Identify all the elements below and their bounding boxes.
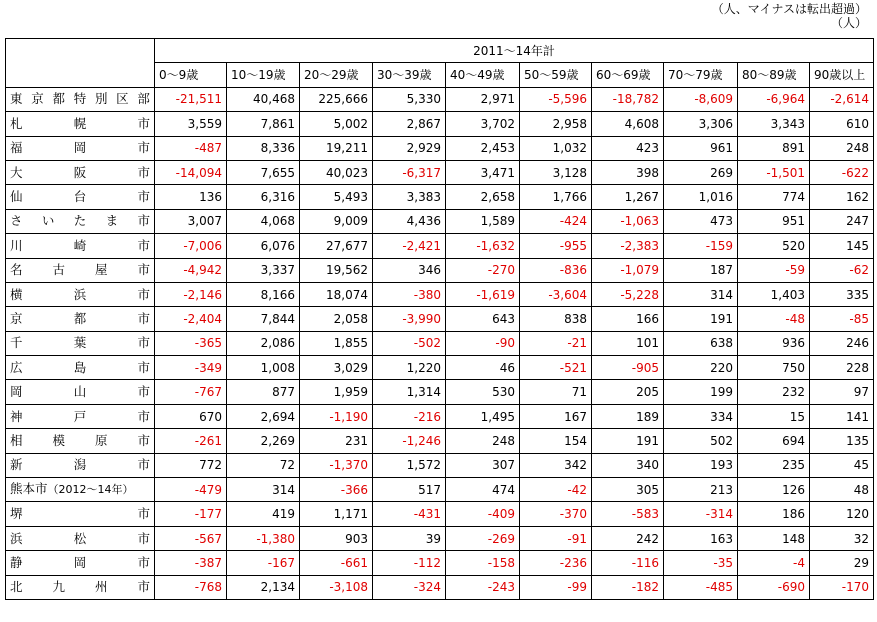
table-row bbox=[6, 185, 874, 209]
value-cell: 961 bbox=[664, 136, 738, 160]
value-cell: 342 bbox=[520, 453, 592, 477]
city-label bbox=[6, 234, 155, 258]
value-cell: 643 bbox=[446, 307, 520, 331]
column-header: 90歳以上 bbox=[810, 63, 874, 87]
value-cell: -424 bbox=[520, 209, 592, 233]
value-cell: 1,495 bbox=[446, 404, 520, 428]
value-cell: 193 bbox=[664, 453, 738, 477]
value-cell: -170 bbox=[810, 575, 874, 599]
value-cell: -270 bbox=[446, 258, 520, 282]
city-label bbox=[6, 209, 155, 233]
value-cell: 4,608 bbox=[592, 112, 664, 136]
value-cell: -182 bbox=[592, 575, 664, 599]
value-cell: 346 bbox=[373, 258, 446, 282]
value-cell: 162 bbox=[810, 185, 874, 209]
value-cell: 5,493 bbox=[300, 185, 373, 209]
value-cell: 19,211 bbox=[300, 136, 373, 160]
table-row bbox=[6, 502, 874, 526]
value-cell: 135 bbox=[810, 429, 874, 453]
city-name: 新 潟 市 bbox=[10, 457, 150, 473]
city-name: 京 都 市 bbox=[10, 310, 150, 326]
city-name: 川 崎 市 bbox=[10, 237, 150, 253]
value-cell: 936 bbox=[738, 331, 810, 355]
city-name: 熊本市 bbox=[10, 481, 48, 497]
value-cell: 314 bbox=[664, 282, 738, 306]
value-cell: 2,958 bbox=[520, 112, 592, 136]
value-cell: 1,267 bbox=[592, 185, 664, 209]
value-cell: 3,559 bbox=[155, 112, 227, 136]
city-name: 堺 市 bbox=[10, 506, 150, 522]
value-cell: -216 bbox=[373, 404, 446, 428]
value-cell: -42 bbox=[520, 478, 592, 502]
table-row bbox=[6, 331, 874, 355]
value-cell: -6,964 bbox=[738, 87, 810, 111]
value-cell: 530 bbox=[446, 380, 520, 404]
value-cell: 3,306 bbox=[664, 112, 738, 136]
value-cell: 419 bbox=[227, 502, 300, 526]
value-cell: 903 bbox=[300, 526, 373, 550]
value-cell: 610 bbox=[810, 112, 874, 136]
value-cell: 213 bbox=[664, 478, 738, 502]
table-row bbox=[6, 160, 874, 184]
value-cell: 39 bbox=[373, 526, 446, 550]
value-cell: 520 bbox=[738, 234, 810, 258]
unit-note-line2: （人） bbox=[830, 16, 867, 30]
city-label bbox=[6, 356, 155, 380]
value-cell: 235 bbox=[738, 453, 810, 477]
value-cell: -409 bbox=[446, 502, 520, 526]
value-cell: 46 bbox=[446, 356, 520, 380]
value-cell: 248 bbox=[446, 429, 520, 453]
value-cell: 1,855 bbox=[300, 331, 373, 355]
value-cell: 48 bbox=[810, 478, 874, 502]
value-cell: 335 bbox=[810, 282, 874, 306]
value-cell: 248 bbox=[810, 136, 874, 160]
migration-table bbox=[5, 38, 874, 600]
value-cell: 774 bbox=[738, 185, 810, 209]
value-cell: 838 bbox=[520, 307, 592, 331]
value-cell: 1,220 bbox=[373, 356, 446, 380]
city-name: 大 阪 市 bbox=[10, 164, 150, 180]
value-cell: 9,009 bbox=[300, 209, 373, 233]
value-cell: -2,146 bbox=[155, 282, 227, 306]
value-cell: 2,134 bbox=[227, 575, 300, 599]
value-cell: 7,655 bbox=[227, 160, 300, 184]
value-cell: -1,501 bbox=[738, 160, 810, 184]
value-cell: 120 bbox=[810, 502, 874, 526]
header-row-period bbox=[6, 39, 874, 63]
value-cell: 670 bbox=[155, 404, 227, 428]
value-cell: -955 bbox=[520, 234, 592, 258]
value-cell: 1,959 bbox=[300, 380, 373, 404]
value-cell: 1,572 bbox=[373, 453, 446, 477]
table-row bbox=[6, 404, 874, 428]
value-cell: 189 bbox=[592, 404, 664, 428]
city-label bbox=[6, 331, 155, 355]
corner-cell bbox=[6, 39, 155, 88]
value-cell: 71 bbox=[520, 380, 592, 404]
value-cell: 694 bbox=[738, 429, 810, 453]
value-cell: -479 bbox=[155, 478, 227, 502]
value-cell: 72 bbox=[227, 453, 300, 477]
city-name: 横 浜 市 bbox=[10, 286, 150, 302]
column-header: 30～39歳 bbox=[373, 63, 446, 87]
value-cell: 220 bbox=[664, 356, 738, 380]
value-cell: 3,702 bbox=[446, 112, 520, 136]
column-header: 80～89歳 bbox=[738, 63, 810, 87]
column-header: 20～29歳 bbox=[300, 63, 373, 87]
value-cell: -14,094 bbox=[155, 160, 227, 184]
value-cell: -6,317 bbox=[373, 160, 446, 184]
value-cell: 269 bbox=[664, 160, 738, 184]
value-cell: 2,453 bbox=[446, 136, 520, 160]
table-row bbox=[6, 575, 874, 599]
column-header: 10～19歳 bbox=[227, 63, 300, 87]
city-label bbox=[6, 575, 155, 599]
value-cell: 8,336 bbox=[227, 136, 300, 160]
value-cell: -1,632 bbox=[446, 234, 520, 258]
value-cell: 398 bbox=[592, 160, 664, 184]
value-cell: -243 bbox=[446, 575, 520, 599]
value-cell: -85 bbox=[810, 307, 874, 331]
value-cell: 340 bbox=[592, 453, 664, 477]
city-name: 福 岡 市 bbox=[10, 140, 150, 156]
city-label bbox=[6, 258, 155, 282]
value-cell: -4 bbox=[738, 551, 810, 575]
column-header: 50～59歳 bbox=[520, 63, 592, 87]
value-cell: 97 bbox=[810, 380, 874, 404]
value-cell: -502 bbox=[373, 331, 446, 355]
value-cell: 2,086 bbox=[227, 331, 300, 355]
value-cell: -387 bbox=[155, 551, 227, 575]
city-label bbox=[6, 526, 155, 550]
table-row bbox=[6, 307, 874, 331]
city-name: 広 島 市 bbox=[10, 359, 150, 375]
value-cell: -261 bbox=[155, 429, 227, 453]
value-cell: 3,471 bbox=[446, 160, 520, 184]
value-cell: 18,074 bbox=[300, 282, 373, 306]
table-row bbox=[6, 453, 874, 477]
value-cell: 191 bbox=[592, 429, 664, 453]
city-name: 仙 台 市 bbox=[10, 189, 150, 205]
value-cell: 2,269 bbox=[227, 429, 300, 453]
value-cell: 15 bbox=[738, 404, 810, 428]
city-label bbox=[6, 112, 155, 136]
value-cell: -91 bbox=[520, 526, 592, 550]
value-cell: -158 bbox=[446, 551, 520, 575]
value-cell: 186 bbox=[738, 502, 810, 526]
value-cell: 307 bbox=[446, 453, 520, 477]
city-period-note: （2012～14年） bbox=[47, 483, 134, 497]
city-name: 千 葉 市 bbox=[10, 335, 150, 351]
city-name: 静 岡 市 bbox=[10, 554, 150, 570]
city-label bbox=[6, 307, 155, 331]
value-cell: 242 bbox=[592, 526, 664, 550]
value-cell: 141 bbox=[810, 404, 874, 428]
value-cell: 951 bbox=[738, 209, 810, 233]
value-cell: -622 bbox=[810, 160, 874, 184]
value-cell: -90 bbox=[446, 331, 520, 355]
value-cell: 228 bbox=[810, 356, 874, 380]
table-row bbox=[6, 380, 874, 404]
value-cell: -485 bbox=[664, 575, 738, 599]
value-cell: -5,596 bbox=[520, 87, 592, 111]
value-cell: 7,844 bbox=[227, 307, 300, 331]
value-cell: 1,171 bbox=[300, 502, 373, 526]
value-cell: 4,436 bbox=[373, 209, 446, 233]
value-cell: -21 bbox=[520, 331, 592, 355]
value-cell: 166 bbox=[592, 307, 664, 331]
value-cell: 891 bbox=[738, 136, 810, 160]
city-name: 相 模 原 市 bbox=[10, 432, 150, 448]
city-name: 名 古 屋 市 bbox=[10, 262, 150, 278]
city-label bbox=[6, 160, 155, 184]
value-cell: -2,421 bbox=[373, 234, 446, 258]
value-cell: 1,314 bbox=[373, 380, 446, 404]
value-cell: -768 bbox=[155, 575, 227, 599]
value-cell: -3,604 bbox=[520, 282, 592, 306]
value-cell: 191 bbox=[664, 307, 738, 331]
city-label bbox=[6, 551, 155, 575]
value-cell: -567 bbox=[155, 526, 227, 550]
value-cell: 423 bbox=[592, 136, 664, 160]
value-cell: 126 bbox=[738, 478, 810, 502]
value-cell: -2,614 bbox=[810, 87, 874, 111]
value-cell: 19,562 bbox=[300, 258, 373, 282]
value-cell: -314 bbox=[664, 502, 738, 526]
value-cell: 199 bbox=[664, 380, 738, 404]
value-cell: 3,337 bbox=[227, 258, 300, 282]
value-cell: 167 bbox=[520, 404, 592, 428]
value-cell: 5,330 bbox=[373, 87, 446, 111]
city-label bbox=[6, 429, 155, 453]
value-cell: 2,058 bbox=[300, 307, 373, 331]
value-cell: 45 bbox=[810, 453, 874, 477]
value-cell: -1,619 bbox=[446, 282, 520, 306]
value-cell: 474 bbox=[446, 478, 520, 502]
value-cell: -1,063 bbox=[592, 209, 664, 233]
value-cell: 225,666 bbox=[300, 87, 373, 111]
value-cell: 205 bbox=[592, 380, 664, 404]
value-cell: -269 bbox=[446, 526, 520, 550]
value-cell: 334 bbox=[664, 404, 738, 428]
table-row bbox=[6, 282, 874, 306]
unit-note-line1: （人、マイナスは転出超過） bbox=[711, 2, 867, 16]
value-cell: 750 bbox=[738, 356, 810, 380]
value-cell: 1,032 bbox=[520, 136, 592, 160]
value-cell: 2,971 bbox=[446, 87, 520, 111]
city-name: 札 幌 市 bbox=[10, 115, 150, 131]
period-header: 2011～14年計 bbox=[155, 39, 874, 63]
value-cell: -62 bbox=[810, 258, 874, 282]
value-cell: 638 bbox=[664, 331, 738, 355]
column-header: 60～69歳 bbox=[592, 63, 664, 87]
value-cell: 27,677 bbox=[300, 234, 373, 258]
city-label bbox=[6, 87, 155, 111]
value-cell: 154 bbox=[520, 429, 592, 453]
value-cell: 502 bbox=[664, 429, 738, 453]
value-cell: -18,782 bbox=[592, 87, 664, 111]
table-row bbox=[6, 478, 874, 502]
city-name: 神 戸 市 bbox=[10, 408, 150, 424]
value-cell: -112 bbox=[373, 551, 446, 575]
value-cell: 3,128 bbox=[520, 160, 592, 184]
value-cell: 3,383 bbox=[373, 185, 446, 209]
value-cell: -167 bbox=[227, 551, 300, 575]
value-cell: -1,190 bbox=[300, 404, 373, 428]
value-cell: -99 bbox=[520, 575, 592, 599]
value-cell: -366 bbox=[300, 478, 373, 502]
value-cell: -2,383 bbox=[592, 234, 664, 258]
value-cell: 2,694 bbox=[227, 404, 300, 428]
city-name: さ い た ま 市 bbox=[10, 213, 150, 229]
table-row bbox=[6, 356, 874, 380]
value-cell: -8,609 bbox=[664, 87, 738, 111]
value-cell: 8,166 bbox=[227, 282, 300, 306]
table-body bbox=[6, 87, 874, 599]
value-cell: 1,016 bbox=[664, 185, 738, 209]
value-cell: -521 bbox=[520, 356, 592, 380]
value-cell: 32 bbox=[810, 526, 874, 550]
value-cell: 148 bbox=[738, 526, 810, 550]
value-cell: -48 bbox=[738, 307, 810, 331]
value-cell: -836 bbox=[520, 258, 592, 282]
value-cell: 232 bbox=[738, 380, 810, 404]
value-cell: 5,002 bbox=[300, 112, 373, 136]
value-cell: 2,658 bbox=[446, 185, 520, 209]
value-cell: 1,403 bbox=[738, 282, 810, 306]
value-cell: 247 bbox=[810, 209, 874, 233]
value-cell: 163 bbox=[664, 526, 738, 550]
value-cell: -767 bbox=[155, 380, 227, 404]
value-cell: 136 bbox=[155, 185, 227, 209]
value-cell: -349 bbox=[155, 356, 227, 380]
value-cell: -59 bbox=[738, 258, 810, 282]
value-cell: -159 bbox=[664, 234, 738, 258]
city-label bbox=[6, 380, 155, 404]
value-cell: 40,023 bbox=[300, 160, 373, 184]
table-row bbox=[6, 526, 874, 550]
value-cell: -905 bbox=[592, 356, 664, 380]
value-cell: 305 bbox=[592, 478, 664, 502]
value-cell: 101 bbox=[592, 331, 664, 355]
value-cell: -2,404 bbox=[155, 307, 227, 331]
value-cell: -365 bbox=[155, 331, 227, 355]
value-cell: 877 bbox=[227, 380, 300, 404]
value-cell: 1,766 bbox=[520, 185, 592, 209]
table-row bbox=[6, 429, 874, 453]
table-row bbox=[6, 87, 874, 111]
value-cell: -370 bbox=[520, 502, 592, 526]
city-name: 東 京 都 特 別 区 部 bbox=[10, 91, 150, 107]
column-header: 0～9歳 bbox=[155, 63, 227, 87]
value-cell: 3,007 bbox=[155, 209, 227, 233]
value-cell: -583 bbox=[592, 502, 664, 526]
value-cell: -21,511 bbox=[155, 87, 227, 111]
value-cell: 3,343 bbox=[738, 112, 810, 136]
value-cell: 29 bbox=[810, 551, 874, 575]
city-label bbox=[6, 502, 155, 526]
unit-note bbox=[712, 2, 867, 30]
column-header: 70～79歳 bbox=[664, 63, 738, 87]
value-cell: -4,942 bbox=[155, 258, 227, 282]
value-cell: 1,589 bbox=[446, 209, 520, 233]
value-cell: -324 bbox=[373, 575, 446, 599]
value-cell: 2,867 bbox=[373, 112, 446, 136]
city-label bbox=[6, 404, 155, 428]
value-cell: -35 bbox=[664, 551, 738, 575]
value-cell: -3,108 bbox=[300, 575, 373, 599]
value-cell: -5,228 bbox=[592, 282, 664, 306]
value-cell: 40,468 bbox=[227, 87, 300, 111]
value-cell: -1,380 bbox=[227, 526, 300, 550]
city-label bbox=[6, 136, 155, 160]
value-cell: 314 bbox=[227, 478, 300, 502]
value-cell: -116 bbox=[592, 551, 664, 575]
city-name: 岡 山 市 bbox=[10, 384, 150, 400]
city-label bbox=[6, 453, 155, 477]
value-cell: 7,861 bbox=[227, 112, 300, 136]
value-cell: -380 bbox=[373, 282, 446, 306]
value-cell: 246 bbox=[810, 331, 874, 355]
value-cell: 772 bbox=[155, 453, 227, 477]
value-cell: 3,029 bbox=[300, 356, 373, 380]
value-cell: 473 bbox=[664, 209, 738, 233]
city-name: 浜 松 市 bbox=[10, 530, 150, 546]
value-cell: -690 bbox=[738, 575, 810, 599]
city-name: 北 九 州 市 bbox=[10, 579, 150, 595]
value-cell: -661 bbox=[300, 551, 373, 575]
value-cell: -431 bbox=[373, 502, 446, 526]
value-cell: 1,008 bbox=[227, 356, 300, 380]
value-cell: 145 bbox=[810, 234, 874, 258]
value-cell: -3,990 bbox=[373, 307, 446, 331]
value-cell: 2,929 bbox=[373, 136, 446, 160]
value-cell: 517 bbox=[373, 478, 446, 502]
table-row bbox=[6, 258, 874, 282]
value-cell: -1,246 bbox=[373, 429, 446, 453]
column-header: 40～49歳 bbox=[446, 63, 520, 87]
value-cell: -487 bbox=[155, 136, 227, 160]
value-cell: -7,006 bbox=[155, 234, 227, 258]
table-row bbox=[6, 234, 874, 258]
value-cell: -1,079 bbox=[592, 258, 664, 282]
table-row bbox=[6, 112, 874, 136]
table-row bbox=[6, 209, 874, 233]
table-row bbox=[6, 551, 874, 575]
city-label bbox=[6, 478, 155, 502]
table-row bbox=[6, 136, 874, 160]
value-cell: 4,068 bbox=[227, 209, 300, 233]
value-cell: 187 bbox=[664, 258, 738, 282]
city-label bbox=[6, 185, 155, 209]
value-cell: 6,316 bbox=[227, 185, 300, 209]
value-cell: 231 bbox=[300, 429, 373, 453]
value-cell: -1,370 bbox=[300, 453, 373, 477]
city-label bbox=[6, 282, 155, 306]
value-cell: -236 bbox=[520, 551, 592, 575]
value-cell: 6,076 bbox=[227, 234, 300, 258]
value-cell: -177 bbox=[155, 502, 227, 526]
